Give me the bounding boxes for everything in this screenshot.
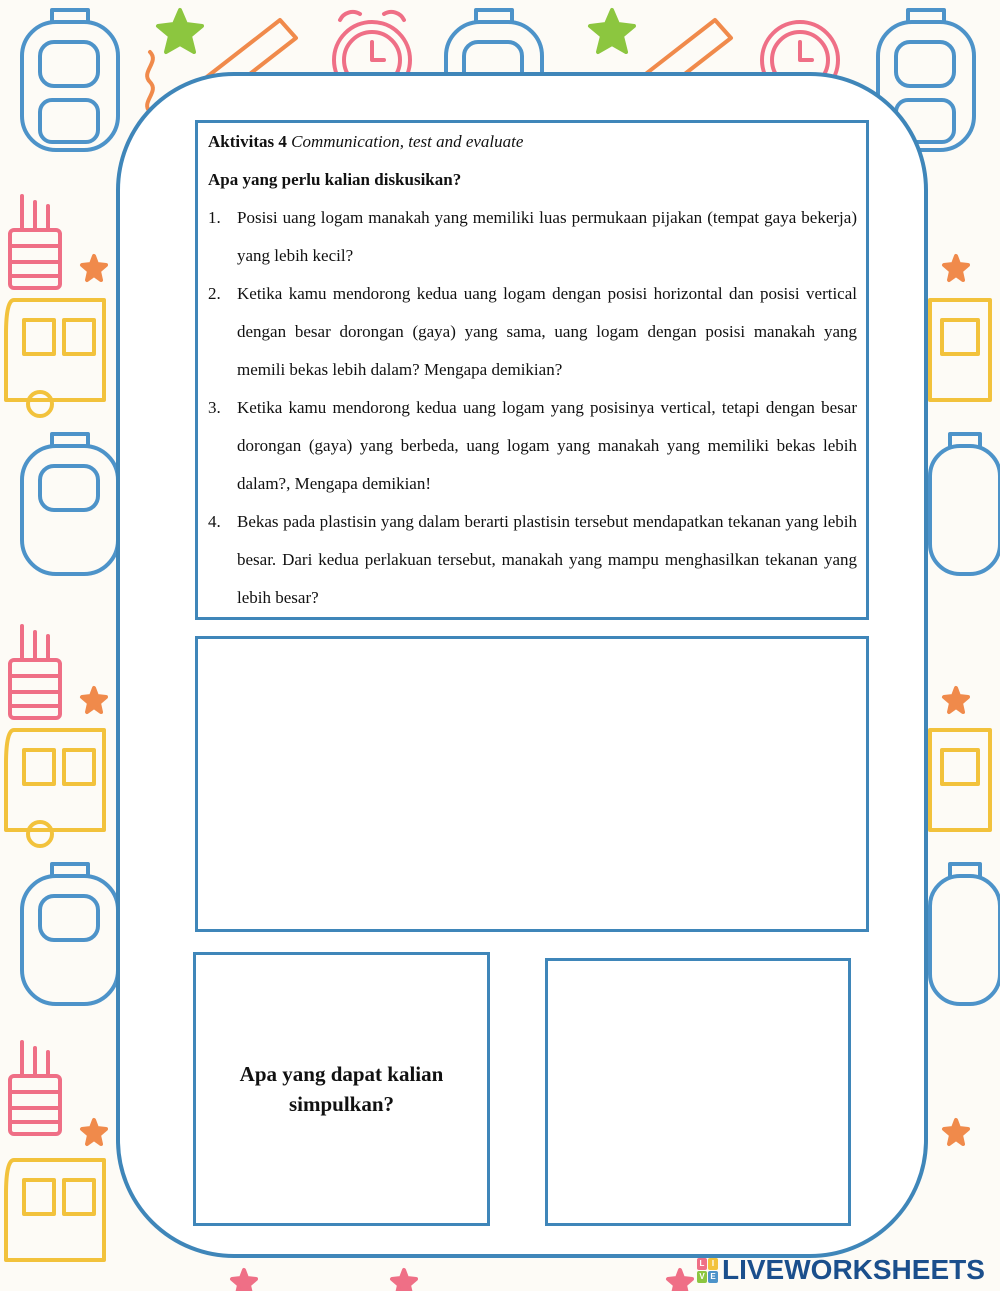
star-icon [944,688,968,712]
star-icon [158,10,202,52]
star-icon [590,10,634,52]
question-number: 4. [208,512,221,531]
school-bus-icon [6,1160,104,1260]
question-text: Bekas pada plastisin yang dalam berarti plastisin tersebut mendapatkan tekanan yang lebih besar. Dari kedua perlakuan tersebut, manakah yang mampu menghasilkan tekanan yang lebih besar? [237,512,857,607]
logo-letter: V [697,1271,707,1283]
activity-label: Aktivitas 4 [208,132,287,151]
star-icon [944,1120,968,1144]
backpack-icon [22,434,118,574]
star-icon [82,688,106,712]
logo-text: LIVEWORKSHEETS [722,1254,985,1285]
pencil-cup-icon [10,1042,60,1134]
discussion-answer-box[interactable] [195,636,869,932]
school-bus-icon [6,730,104,846]
question-list [207,199,857,617]
questions-box [195,120,869,620]
question-number: 3. [208,398,221,417]
star-icon [668,1270,692,1291]
conclusion-prompt-box [193,952,490,1226]
backpack-icon [22,10,118,150]
star-icon [232,1270,256,1291]
school-bus-icon [6,300,104,416]
logo-letter: E [708,1271,718,1283]
star-icon [944,256,968,280]
logo-letter: I [708,1258,718,1270]
activity-title [208,131,857,153]
backpack-icon [930,864,1000,1004]
backpack-icon [22,864,118,1004]
conclusion-answer-box[interactable] [545,958,851,1226]
question-item [207,275,857,389]
activity-subtitle: Communication, test and evaluate [291,132,524,151]
question-item [207,503,857,617]
logo-badge-icon [697,1258,718,1283]
logo-letter: L [697,1258,707,1270]
question-text: Ketika kamu mendorong kedua uang logam yang posisinya vertical, tetapi dengan besar dorongan (gaya) yang berbeda, uang logam yang manakah yang memiliki bekas lebih dalam?, Mengapa demikian! [237,398,857,493]
question-number: 2. [208,284,221,303]
conclusion-prompt: Apa yang dapat kalian simpulkan? [239,1062,444,1116]
question-item [207,199,857,275]
squiggle-icon [147,52,153,112]
star-icon [392,1270,416,1291]
liveworksheets-logo [697,1254,985,1286]
question-text: Posisi uang logam manakah yang memiliki luas permukaan pijakan (tempat gaya bekerja) yang lebih kecil? [237,208,857,265]
pencil-cup-icon [10,626,60,718]
school-bus-icon [930,730,990,830]
question-text: Ketika kamu mendorong kedua uang logam dengan posisi horizontal dan posisi vertical dengan besar dorongan (gaya) yang sama, uang logam dengan posisi manakah yang memili bekas lebih dalam? Mengapa demikian? [237,284,857,379]
star-icon [82,256,106,280]
question-item [207,389,857,503]
discussion-heading: Apa yang perlu kalian diskusikan? [208,170,462,189]
backpack-icon [930,434,1000,574]
school-bus-icon [930,300,990,400]
star-icon [82,1120,106,1144]
pencil-cup-icon [10,196,60,288]
question-number: 1. [208,208,221,227]
